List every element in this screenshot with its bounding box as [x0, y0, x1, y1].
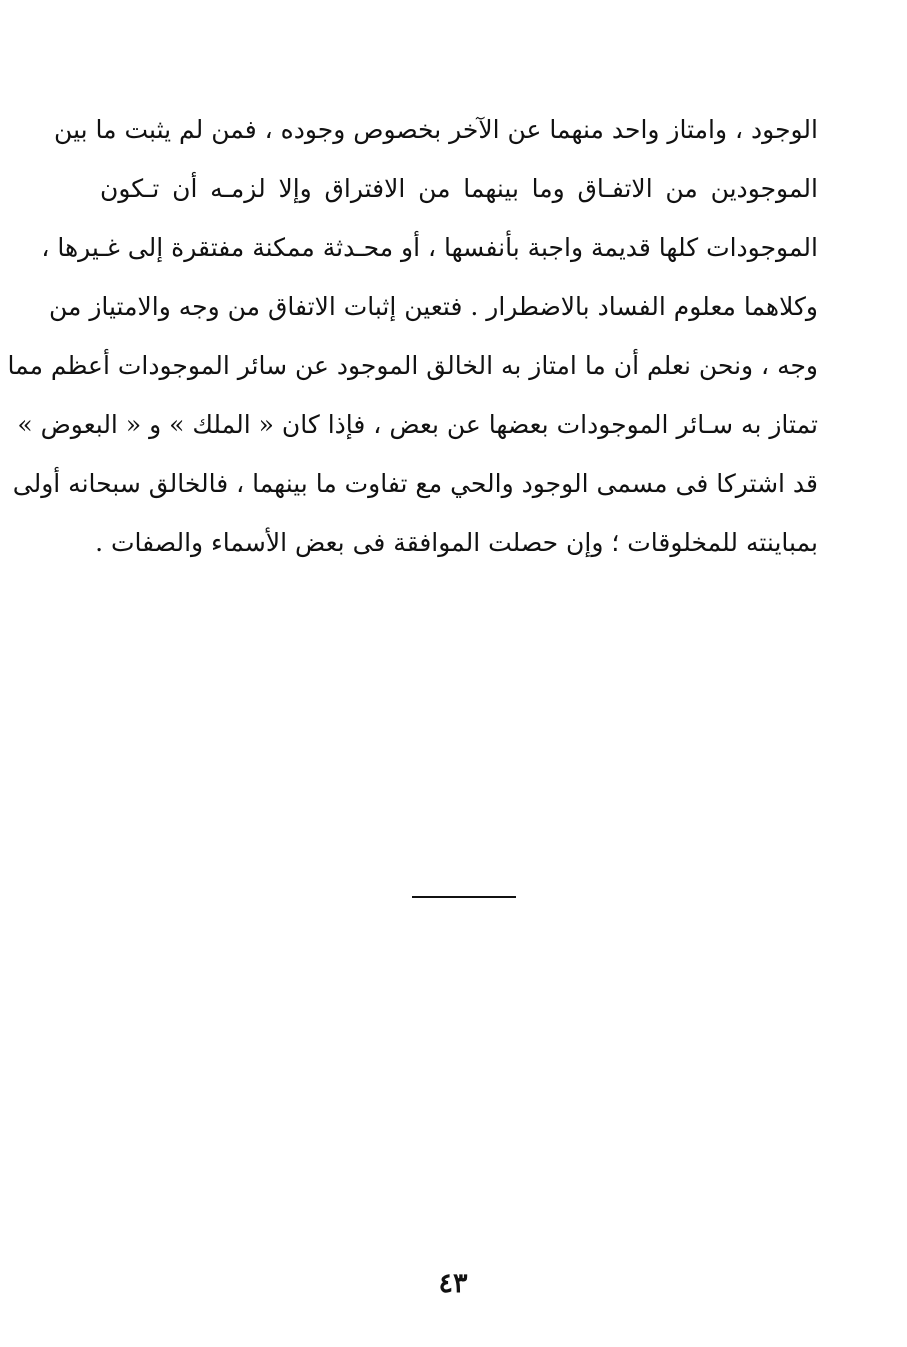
text-line: وكلاهما معلوم الفساد بالاضطرار . فتعين إثبات الاتفاق من وجه والامتياز من	[48, 292, 818, 321]
text-line: تمتاز به سـائر الموجودات بعضها عن بعض ، فإذا كان « الملك » و « البعوض »	[17, 410, 818, 439]
text-line: الموجودات كلها قديمة واجبة بأنفسها ، أو محـدثة ممكنة مفتقرة إلى غـيرها ،	[41, 233, 818, 262]
text-line-last: بمباينته للمخلوقات ؛ وإن حصلت الموافقة فى بعض الأسماء والصفات .	[95, 528, 818, 557]
text-line: وجه ، ونحن نعلم أن ما امتاز به الخالق الموجود عن سائر الموجودات أعظم مما	[7, 351, 818, 380]
body-text	[7, 100, 818, 572]
text-line: الموجودين من الاتفـاق وما بينهما من الافتراق وإلا لزمـه أن تـكون	[100, 174, 818, 203]
text-line: قد اشتركا فى مسمى الوجود والحي مع تفاوت ما بينهما ، فالخالق سبحانه أولى	[12, 469, 818, 498]
section-divider	[412, 896, 516, 898]
text-line: الوجود ، وامتاز واحد منهما عن الآخر بخصوص وجوده ، فمن لم يثبت ما بين	[54, 115, 818, 144]
page-number: ٤٣	[438, 1268, 468, 1299]
